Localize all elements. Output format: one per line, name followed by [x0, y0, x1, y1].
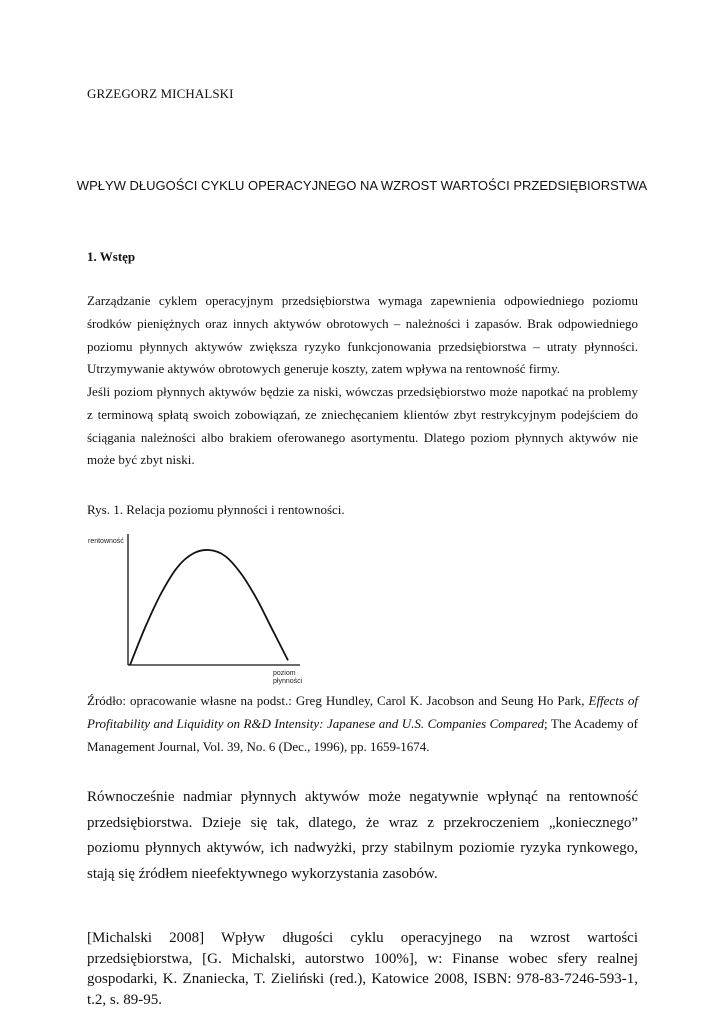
curve-line [130, 550, 288, 665]
liquidity-profitability-chart [88, 530, 310, 685]
source-title: Effects of Profitability and Liquidity on R&D Intensity: Japanese and U.S. Companies Compared [87, 693, 638, 731]
x-axis-label-line1: poziom [273, 670, 296, 677]
author-name: GRZEGORZ MICHALSKI [87, 86, 234, 101]
figure-source [87, 690, 638, 758]
paragraph-2: Jeśli poziom płynnych aktywów będzie za niski, wówczas przedsiębiorstwo może napotkać na problemy z terminową spłatą swoich zobowiązań, ze zniechęcaniem klientów zbyt restrykcyjnym podejściem do ściągania należności albo brakiem oferowanego asortymentu. Dlatego poziom płynnych aktywów nie może być zbyt niski. [87, 384, 638, 468]
x-axis-label-line2: płynności [273, 678, 303, 685]
section-heading: 1. Wstęp [87, 249, 136, 264]
paper-title: WPŁYW DŁUGOŚCI CYKLU OPERACYJNEGO NA WZROST WARTOŚCI PRZEDSIĘBIORSTWA [76, 178, 648, 193]
source-suffix: ; The Academy of Management Journal, Vol. 39, No. 6 (Dec., 1996), pp. 1659-1674. [87, 715, 639, 754]
figure-caption: Rys. 1. Relacja poziomu płynności i rentowności. [87, 502, 345, 517]
y-axis-label: rentowność [88, 538, 124, 545]
paragraph-3: Równocześnie nadmiar płynnych aktywów może negatywnie wpłynąć na rentowność przedsiębiorstwa. Dzieje się tak, dlatego, że wraz z przekroczeniem „koniecznego” poziomu płynnych aktywów, ich nadwyżki, przy stabilnym poziomie ryzyka rynkowego, stają się źródłem nieefektywnego wykorzystania zasobów. [87, 789, 638, 882]
citation-note: [Michalski 2008] Wpływ długości cyklu operacyjnego na wzrost wartości przedsiębiorstwa, [G. Michalski, autorstwo 100%], w: Finanse wobec sfery realnej gospodarki, K. Znaniecka, T. Zieliński (red.), Katowice 2008, ISBN: 978-83-7246-593-1, t.2, s. 89-95. [87, 930, 638, 1008]
paragraph-1: Zarządzanie cyklem operacyjnym przedsiębiorstwa wymaga zapewnienia odpowiedniego poziomu środków pieniężnych oraz innych aktywów obrotowych – należności i zapasów. Brak odpowiedniego poziomu płynnych aktywów zwiększa ryzyko funkcjonowania przedsiębiorstwa – utraty płynności. Utrzymywanie aktywów obrotowych generuje koszty, zatem wpływa na rentowność firmy. [87, 293, 638, 377]
source-prefix: Źródło: opracowanie własne na podst.: Greg Hundley, Carol K. Jacobson and Seung Ho Park, [87, 693, 589, 708]
